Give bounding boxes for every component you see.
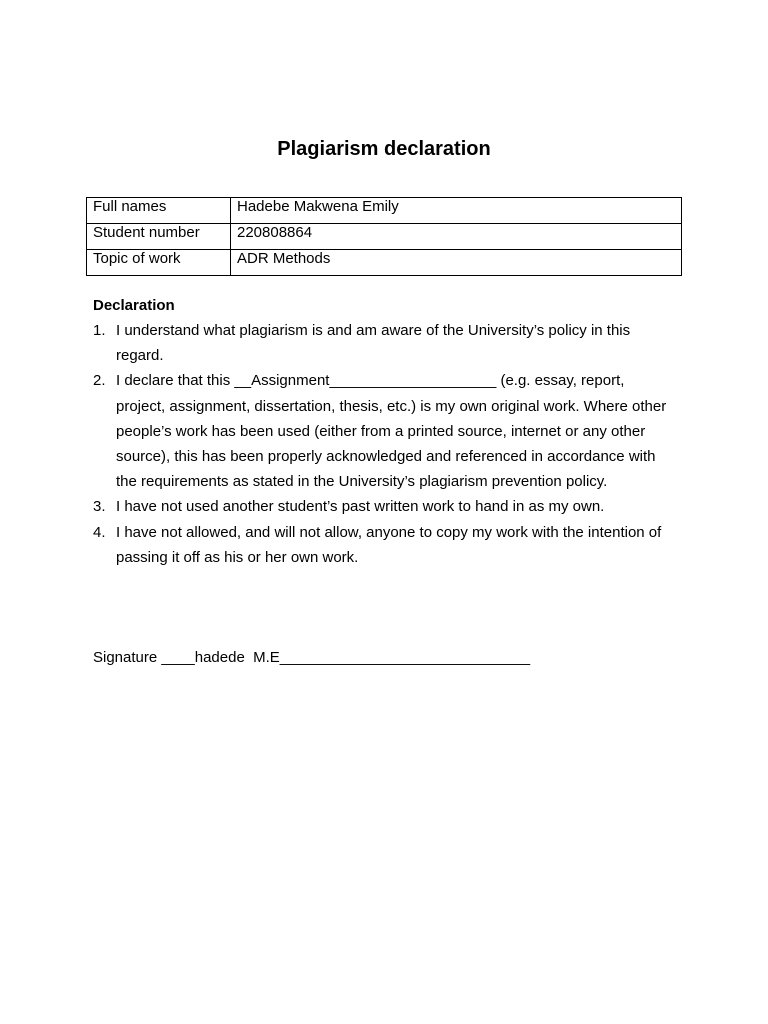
student-info-table [86,197,682,276]
list-item [93,318,673,368]
topic-of-work-value: ADR Methods [231,250,682,276]
list-item-number: 3. [93,498,106,516]
table-row [87,198,682,224]
list-item-number: 2. [93,372,106,390]
list-item [93,494,673,519]
topic-of-work-label: Topic of work [87,250,231,276]
list-item-number: 1. [93,322,106,339]
list-item [93,368,673,494]
table-row [87,224,682,250]
table-row [87,250,682,276]
student-number-value: 220808864 [231,224,682,250]
page-title: Plagiarism declaration [277,138,491,160]
list-item-text: I have not used another student’s past written work to hand in as my own. [116,498,605,516]
list-item-text: I have not allowed, and will not allow, anyone to copy my work with the intention of passing it off as his or her own work. [116,523,662,566]
declaration-list [93,318,673,570]
list-item-number: 4. [93,523,106,541]
student-number-label: Student number [87,224,231,250]
list-item-text: I understand what plagiarism is and am aware of the University’s policy in this regard. [116,322,631,365]
list-item-text: I declare that this __Assignment____________________ (e.g. essay, report, project, assignment, dissertation, thesis, etc.) is my own original work. Where other people’s work has been used (either from a printed source, internet or any other source), this has been properly acknowledged and referenced in accordance with the requirements as stated in the University’s plagiarism prevention policy. [116,372,667,491]
list-item [93,520,673,570]
declaration-heading: Declaration [93,297,175,314]
full-names-label: Full names [87,198,231,224]
full-names-value: Hadebe Makwena Emily [231,198,682,224]
signature-line: Signature ____hadede M.E______________________________ [93,649,531,666]
